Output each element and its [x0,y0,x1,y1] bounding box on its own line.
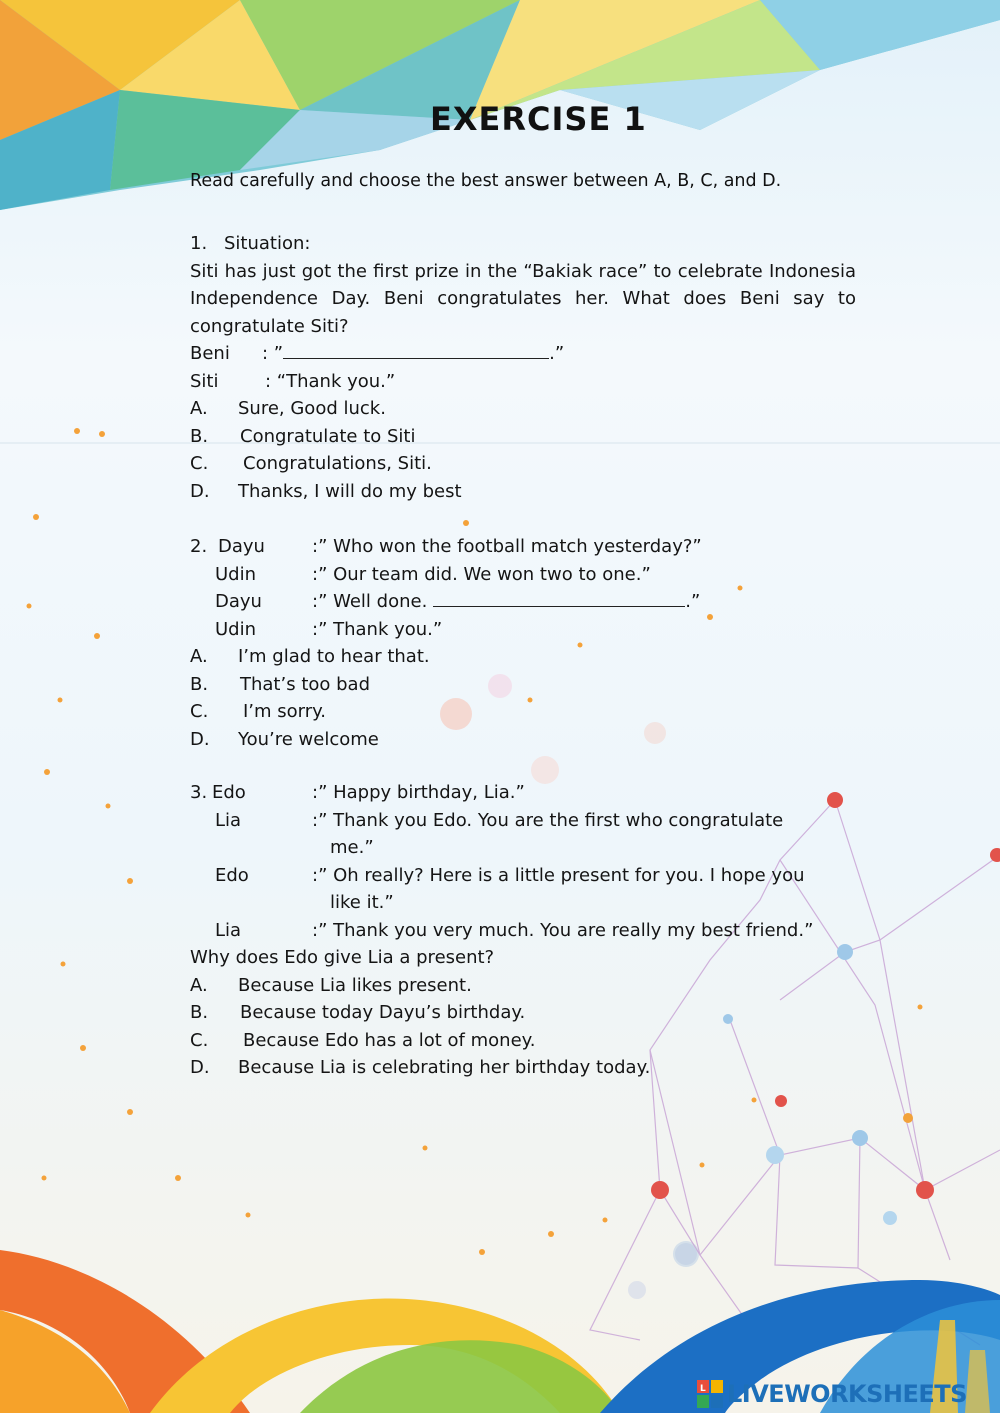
speaker: Dayu [215,591,262,612]
dialog-prefix: : ” [262,343,284,364]
question-number: 1. [190,233,208,254]
dialog-line [190,917,856,945]
answer-blank-2[interactable] [433,588,685,607]
option-d[interactable] [190,726,856,754]
question-number: 2. [190,536,208,557]
option-c[interactable] [190,450,856,478]
option-text: Thanks, I will do my best [238,480,462,502]
instructions: Read carefully and choose the best answer between A, B, C, and D. [190,171,782,191]
dialog-line [190,533,856,561]
option-letter: A. [190,646,208,667]
option-text: I’m glad to hear that. [238,646,430,667]
dialog-text: :” Happy birthday, Lia.” [312,782,525,803]
logo-badge-letter: L [700,1384,706,1394]
option-d[interactable] [190,1054,856,1082]
speaker: Beni [190,343,230,364]
option-c[interactable] [190,1027,856,1055]
dialog-suffix: .” [685,591,701,612]
option-letter: B. [190,425,209,447]
dialog-prefix: :” Well done. [312,591,428,612]
answer-blank-1[interactable] [283,340,549,359]
speaker: Udin [215,618,257,640]
option-text: I’m sorry. [243,701,326,722]
dialog-continuation [190,834,856,862]
question-1-text: Siti has just got the first prize in the “Bakiak race” to celebrate Indonesia Independence Day. Beni congratulates her. What does Beni say to congratulate Siti? [190,260,856,337]
dialog-text: :” Our team did. We won two to one.” [312,563,651,585]
dialog-line [190,862,856,890]
situation-heading: Situation: [224,233,311,254]
option-text: Because Edo has a lot of money. [243,1029,536,1051]
option-a[interactable] [190,395,856,423]
dialog-line [190,588,856,616]
dialog-line [190,340,856,368]
option-a[interactable] [190,972,856,1000]
option-letter: D. [190,1057,210,1078]
option-c[interactable] [190,698,856,726]
dialog-line [190,616,856,644]
option-letter: D. [190,728,210,750]
dialog-text: : “Thank you.” [265,370,396,392]
option-letter: B. [190,673,209,695]
option-letter: A. [190,398,208,419]
speaker: Lia [215,919,242,941]
speaker: Siti [190,370,219,392]
option-text: That’s too bad [240,673,370,695]
speaker: Edo [212,782,246,803]
question-1 [190,230,856,505]
option-text: Sure, Good luck. [238,398,386,419]
option-letter: A. [190,974,208,996]
option-text: Congratulate to Siti [240,425,416,447]
liveworksheets-badge-icon [697,1380,723,1408]
dialog-continuation [190,889,856,917]
dialog-text: :” Oh really? Here is a little present for you. I hope you [312,864,805,886]
option-text: Because Lia is celebrating her birthday today. [238,1057,651,1078]
question-2 [190,533,856,753]
speaker: Dayu [218,536,265,557]
dialog-line [190,368,856,396]
dialog-suffix: .” [549,343,565,364]
option-letter: D. [190,480,210,502]
option-letter: B. [190,1002,209,1023]
dialog-text: :” Who won the football match yesterday?” [312,536,702,557]
question-number: 3. [190,782,208,803]
option-text: Congratulations, Siti. [243,453,432,474]
option-d[interactable] [190,478,856,506]
liveworksheets-logo[interactable] [697,1379,967,1409]
option-letter: C. [190,1029,209,1051]
dialog-line [190,779,856,807]
dialog-text: like it.” [330,892,394,913]
option-text: Because Lia likes present. [238,974,472,996]
option-text: You’re welcome [238,728,379,750]
dialog-text: :” Thank you.” [312,618,443,640]
dialog-line [190,561,856,589]
question-3-prompt: Why does Edo give Lia a present? [190,947,495,968]
question-1-heading [190,230,856,258]
dialog-text: :” Thank you Edo. You are the first who congratulate [312,809,784,831]
page-title: EXERCISE 1 [430,100,647,138]
speaker: Lia [215,809,242,831]
dialog-text: :” Thank you very much. You are really my best friend.” [312,919,814,941]
option-text: Because today Dayu’s birthday. [240,1002,526,1023]
question-3 [190,779,856,1082]
option-letter: C. [190,453,209,474]
option-a[interactable] [190,643,856,671]
option-letter: C. [190,701,209,722]
option-b[interactable] [190,999,856,1027]
option-b[interactable] [190,671,856,699]
dialog-line [190,807,856,835]
option-b[interactable] [190,423,856,451]
speaker: Edo [215,864,249,886]
dialog-text: me.” [330,837,374,858]
logo-text: LIVEWORKSHEETS [727,1380,967,1408]
speaker: Udin [215,563,257,585]
